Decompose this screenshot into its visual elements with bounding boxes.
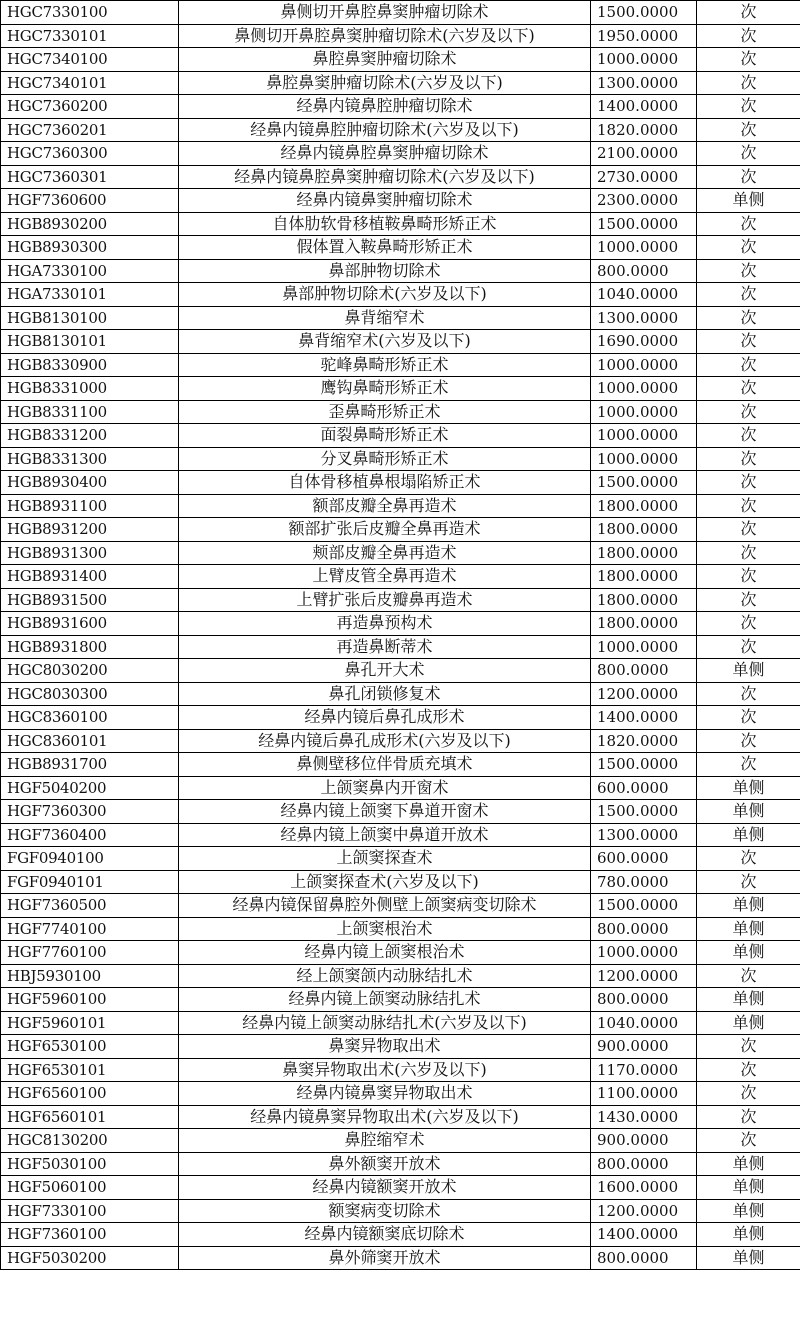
table-row [1,447,800,471]
table-row [1,941,800,965]
item-name-cell: 鼻背缩窄术 [179,306,591,330]
table-row [1,988,800,1012]
item-price-cell: 900.0000 [591,1129,697,1153]
table-row [1,189,800,213]
item-price-cell: 1400.0000 [591,1223,697,1247]
item-code-cell: HGB8331200 [1,424,179,448]
item-price-cell: 1300.0000 [591,306,697,330]
item-name-cell: 经鼻内镜额窦开放术 [179,1176,591,1200]
item-name-cell: 颊部皮瓣全鼻再造术 [179,541,591,565]
item-unit-cell: 单侧 [697,1176,800,1200]
item-unit-cell: 单侧 [697,1011,800,1035]
item-unit-cell: 次 [697,48,800,72]
item-name-cell: 自体骨移植鼻根塌陷矫正术 [179,471,591,495]
item-code-cell: HGB8931200 [1,518,179,542]
table-row [1,847,800,871]
item-price-cell: 1040.0000 [591,1011,697,1035]
item-price-cell: 1500.0000 [591,800,697,824]
item-code-cell: HGB8931500 [1,588,179,612]
item-code-cell: HGB8930300 [1,236,179,260]
item-name-cell: 经鼻内镜鼻腔肿瘤切除术 [179,95,591,119]
table-row [1,1199,800,1223]
item-code-cell: HGB8931400 [1,565,179,589]
item-name-cell: 鼻窦异物取出术(六岁及以下) [179,1058,591,1082]
item-code-cell: HGF7360300 [1,800,179,824]
item-name-cell: 经鼻内镜上颌窦动脉结扎术 [179,988,591,1012]
item-code-cell: HGC7330101 [1,24,179,48]
table-row [1,48,800,72]
item-unit-cell: 次 [697,330,800,354]
item-price-cell: 1950.0000 [591,24,697,48]
table-row [1,588,800,612]
table-row [1,1058,800,1082]
table-row [1,283,800,307]
table-row [1,541,800,565]
item-code-cell: HBJ5930100 [1,964,179,988]
item-price-cell: 1040.0000 [591,283,697,307]
item-code-cell: FGF0940100 [1,847,179,871]
item-code-cell: HGF7360400 [1,823,179,847]
item-price-cell: 1400.0000 [591,95,697,119]
item-code-cell: HGB8931100 [1,494,179,518]
item-price-cell: 1000.0000 [591,941,697,965]
item-name-cell: 上臂皮管全鼻再造术 [179,565,591,589]
item-code-cell: HGB8930400 [1,471,179,495]
item-unit-cell: 次 [697,1082,800,1106]
item-unit-cell: 次 [697,964,800,988]
item-price-cell: 1000.0000 [591,353,697,377]
item-name-cell: 鼻侧切开鼻腔鼻窦肿瘤切除术 [179,1,591,25]
item-price-cell: 1800.0000 [591,612,697,636]
item-price-cell: 1100.0000 [591,1082,697,1106]
item-name-cell: 额部皮瓣全鼻再造术 [179,494,591,518]
item-price-cell: 1000.0000 [591,377,697,401]
item-code-cell: HGC7360201 [1,118,179,142]
item-name-cell: 经鼻内镜鼻窦异物取出术 [179,1082,591,1106]
item-name-cell: 经鼻内镜后鼻孔成形术(六岁及以下) [179,729,591,753]
table-row [1,400,800,424]
item-price-cell: 1000.0000 [591,447,697,471]
item-code-cell: HGB8930200 [1,212,179,236]
item-unit-cell: 次 [697,259,800,283]
item-code-cell: HGC7340100 [1,48,179,72]
item-name-cell: 上颌窦根治术 [179,917,591,941]
item-unit-cell: 单侧 [697,1246,800,1270]
item-code-cell: HGF5960101 [1,1011,179,1035]
item-name-cell: 面裂鼻畸形矫正术 [179,424,591,448]
item-name-cell: 上臂扩张后皮瓣鼻再造术 [179,588,591,612]
item-unit-cell: 次 [697,518,800,542]
table-row [1,1035,800,1059]
table-row [1,729,800,753]
item-name-cell: 鼻孔开大术 [179,659,591,683]
item-name-cell: 驼峰鼻畸形矫正术 [179,353,591,377]
item-unit-cell: 单侧 [697,894,800,918]
item-unit-cell: 次 [697,447,800,471]
table-row [1,118,800,142]
item-name-cell: 经鼻内镜鼻腔鼻窦肿瘤切除术(六岁及以下) [179,165,591,189]
item-name-cell: 鼻背缩窄术(六岁及以下) [179,330,591,354]
item-unit-cell: 单侧 [697,776,800,800]
table-row [1,1223,800,1247]
item-price-cell: 1690.0000 [591,330,697,354]
item-price-cell: 1000.0000 [591,424,697,448]
item-price-cell: 1500.0000 [591,894,697,918]
table-row [1,565,800,589]
item-unit-cell: 次 [697,71,800,95]
item-code-cell: HGB8130101 [1,330,179,354]
item-name-cell: 鼻孔闭锁修复术 [179,682,591,706]
item-price-cell: 2100.0000 [591,142,697,166]
item-code-cell: HGA7330100 [1,259,179,283]
item-code-cell: HGF5060100 [1,1176,179,1200]
item-name-cell: 鹰钩鼻畸形矫正术 [179,377,591,401]
item-code-cell: HGF5040200 [1,776,179,800]
item-code-cell: HGC7360300 [1,142,179,166]
item-name-cell: 经鼻内镜鼻腔肿瘤切除术(六岁及以下) [179,118,591,142]
item-name-cell: 鼻部肿物切除术(六岁及以下) [179,283,591,307]
item-price-cell: 1500.0000 [591,753,697,777]
item-code-cell: HGC8030300 [1,682,179,706]
table-row [1,1176,800,1200]
table-row [1,870,800,894]
item-name-cell: 经鼻内镜上颌窦下鼻道开窗术 [179,800,591,824]
item-price-cell: 800.0000 [591,1152,697,1176]
item-name-cell: 自体肋软骨移植鞍鼻畸形矫正术 [179,212,591,236]
item-unit-cell: 次 [697,353,800,377]
item-price-cell: 1800.0000 [591,588,697,612]
item-code-cell: HGB8330900 [1,353,179,377]
table-row [1,823,800,847]
item-name-cell: 经上颌窦颌内动脉结扎术 [179,964,591,988]
item-unit-cell: 次 [697,753,800,777]
item-name-cell: 经鼻内镜额窦底切除术 [179,1223,591,1247]
item-price-cell: 1800.0000 [591,541,697,565]
table-row [1,71,800,95]
fee-table-body [1,1,800,1270]
table-row [1,1152,800,1176]
item-code-cell: HGC7330100 [1,1,179,25]
item-unit-cell: 单侧 [697,823,800,847]
item-unit-cell: 次 [697,400,800,424]
item-price-cell: 1820.0000 [591,118,697,142]
item-unit-cell: 次 [697,870,800,894]
table-row [1,612,800,636]
table-row [1,917,800,941]
table-row [1,471,800,495]
item-code-cell: HGB8331300 [1,447,179,471]
table-row [1,259,800,283]
item-code-cell: HGA7330101 [1,283,179,307]
item-unit-cell: 单侧 [697,800,800,824]
item-unit-cell: 次 [697,682,800,706]
item-unit-cell: 次 [697,494,800,518]
item-code-cell: HGF6530100 [1,1035,179,1059]
item-unit-cell: 次 [697,729,800,753]
table-row [1,964,800,988]
item-price-cell: 1820.0000 [591,729,697,753]
item-unit-cell: 次 [697,471,800,495]
item-price-cell: 1500.0000 [591,212,697,236]
item-price-cell: 1300.0000 [591,71,697,95]
item-unit-cell: 次 [697,541,800,565]
item-code-cell: HGC8360101 [1,729,179,753]
table-row [1,424,800,448]
item-name-cell: 经鼻内镜上颌窦动脉结扎术(六岁及以下) [179,1011,591,1035]
table-row [1,1082,800,1106]
table-row [1,682,800,706]
item-price-cell: 1430.0000 [591,1105,697,1129]
table-row [1,1246,800,1270]
table-row [1,1105,800,1129]
item-unit-cell: 次 [697,24,800,48]
item-name-cell: 经鼻内镜保留鼻腔外侧壁上颌窦病变切除术 [179,894,591,918]
item-name-cell: 分叉鼻畸形矫正术 [179,447,591,471]
item-unit-cell: 次 [697,306,800,330]
item-unit-cell: 单侧 [697,917,800,941]
item-name-cell: 鼻外额窦开放术 [179,1152,591,1176]
item-code-cell: HGB8931300 [1,541,179,565]
item-code-cell: HGB8331100 [1,400,179,424]
item-code-cell: HGC7360200 [1,95,179,119]
table-row [1,494,800,518]
item-code-cell: HGC8030200 [1,659,179,683]
item-price-cell: 600.0000 [591,847,697,871]
item-unit-cell: 次 [697,377,800,401]
item-code-cell: FGF0940101 [1,870,179,894]
item-unit-cell: 次 [697,1105,800,1129]
item-price-cell: 1500.0000 [591,1,697,25]
item-price-cell: 1400.0000 [591,706,697,730]
item-name-cell: 鼻腔鼻窦肿瘤切除术(六岁及以下) [179,71,591,95]
item-price-cell: 1200.0000 [591,964,697,988]
item-price-cell: 1300.0000 [591,823,697,847]
item-unit-cell: 次 [697,1035,800,1059]
item-code-cell: HGF7360600 [1,189,179,213]
item-unit-cell: 次 [697,1058,800,1082]
table-row [1,236,800,260]
item-price-cell: 1500.0000 [591,471,697,495]
item-code-cell: HGB8931600 [1,612,179,636]
item-price-cell: 1000.0000 [591,48,697,72]
item-price-cell: 1600.0000 [591,1176,697,1200]
table-row [1,165,800,189]
item-unit-cell: 次 [697,1129,800,1153]
item-unit-cell: 次 [697,236,800,260]
table-row [1,518,800,542]
item-price-cell: 1000.0000 [591,400,697,424]
item-unit-cell: 单侧 [697,1199,800,1223]
item-name-cell: 经鼻内镜上颌窦根治术 [179,941,591,965]
table-row [1,800,800,824]
item-name-cell: 鼻外筛窦开放术 [179,1246,591,1270]
item-name-cell: 鼻腔鼻窦肿瘤切除术 [179,48,591,72]
item-name-cell: 上颌窦探查术(六岁及以下) [179,870,591,894]
item-code-cell: HGF5960100 [1,988,179,1012]
item-name-cell: 额部扩张后皮瓣全鼻再造术 [179,518,591,542]
item-unit-cell: 单侧 [697,659,800,683]
item-price-cell: 800.0000 [591,917,697,941]
table-row [1,330,800,354]
item-code-cell: HGF7740100 [1,917,179,941]
item-name-cell: 经鼻内镜上颌窦中鼻道开放术 [179,823,591,847]
item-name-cell: 鼻侧壁移位伴骨质充填术 [179,753,591,777]
item-unit-cell: 次 [697,118,800,142]
table-row [1,377,800,401]
item-unit-cell: 次 [697,612,800,636]
item-unit-cell: 次 [697,283,800,307]
item-code-cell: HGF7360100 [1,1223,179,1247]
item-name-cell: 经鼻内镜鼻窦肿瘤切除术 [179,189,591,213]
item-code-cell: HGB8931800 [1,635,179,659]
item-price-cell: 1200.0000 [591,682,697,706]
item-unit-cell: 次 [697,212,800,236]
table-row [1,1129,800,1153]
item-code-cell: HGF5030100 [1,1152,179,1176]
table-row [1,776,800,800]
table-row [1,212,800,236]
item-code-cell: HGC7340101 [1,71,179,95]
item-price-cell: 800.0000 [591,659,697,683]
item-code-cell: HGB8331000 [1,377,179,401]
table-row [1,95,800,119]
item-name-cell: 鼻窦异物取出术 [179,1035,591,1059]
item-unit-cell: 次 [697,565,800,589]
item-unit-cell: 单侧 [697,941,800,965]
item-unit-cell: 单侧 [697,1223,800,1247]
item-price-cell: 1170.0000 [591,1058,697,1082]
item-name-cell: 歪鼻畸形矫正术 [179,400,591,424]
item-code-cell: HGC8130200 [1,1129,179,1153]
item-code-cell: HGF7330100 [1,1199,179,1223]
item-unit-cell: 次 [697,706,800,730]
table-row [1,753,800,777]
table-row [1,353,800,377]
item-price-cell: 800.0000 [591,1246,697,1270]
table-row [1,142,800,166]
item-name-cell: 再造鼻断蒂术 [179,635,591,659]
item-unit-cell: 次 [697,1,800,25]
item-price-cell: 2730.0000 [591,165,697,189]
item-name-cell: 假体置入鞍鼻畸形矫正术 [179,236,591,260]
item-name-cell: 经鼻内镜后鼻孔成形术 [179,706,591,730]
item-unit-cell: 次 [697,95,800,119]
item-code-cell: HGF5030200 [1,1246,179,1270]
item-unit-cell: 次 [697,165,800,189]
item-code-cell: HGF6530101 [1,1058,179,1082]
item-code-cell: HGC8360100 [1,706,179,730]
item-code-cell: HGF7360500 [1,894,179,918]
item-price-cell: 1800.0000 [591,565,697,589]
item-price-cell: 780.0000 [591,870,697,894]
item-code-cell: HGB8931700 [1,753,179,777]
item-name-cell: 鼻侧切开鼻腔鼻窦肿瘤切除术(六岁及以下) [179,24,591,48]
item-name-cell: 经鼻内镜鼻窦异物取出术(六岁及以下) [179,1105,591,1129]
item-name-cell: 经鼻内镜鼻腔鼻窦肿瘤切除术 [179,142,591,166]
item-code-cell: HGF7760100 [1,941,179,965]
item-name-cell: 鼻部肿物切除术 [179,259,591,283]
item-name-cell: 上颌窦探查术 [179,847,591,871]
item-unit-cell: 次 [697,588,800,612]
item-code-cell: HGF6560100 [1,1082,179,1106]
item-unit-cell: 单侧 [697,1152,800,1176]
table-row [1,1,800,25]
item-code-cell: HGC7360301 [1,165,179,189]
item-price-cell: 1800.0000 [591,518,697,542]
item-code-cell: HGB8130100 [1,306,179,330]
item-unit-cell: 次 [697,142,800,166]
item-price-cell: 1000.0000 [591,236,697,260]
item-unit-cell: 次 [697,635,800,659]
item-name-cell: 再造鼻预构术 [179,612,591,636]
item-unit-cell: 单侧 [697,988,800,1012]
item-name-cell: 额窦病变切除术 [179,1199,591,1223]
table-row [1,24,800,48]
item-price-cell: 2300.0000 [591,189,697,213]
item-name-cell: 上颌窦鼻内开窗术 [179,776,591,800]
item-price-cell: 1000.0000 [591,635,697,659]
item-name-cell: 鼻腔缩窄术 [179,1129,591,1153]
item-price-cell: 900.0000 [591,1035,697,1059]
item-unit-cell: 次 [697,424,800,448]
item-code-cell: HGF6560101 [1,1105,179,1129]
item-unit-cell: 单侧 [697,189,800,213]
table-row [1,635,800,659]
table-row [1,706,800,730]
item-price-cell: 600.0000 [591,776,697,800]
table-row [1,659,800,683]
table-row [1,894,800,918]
item-price-cell: 800.0000 [591,259,697,283]
item-price-cell: 800.0000 [591,988,697,1012]
table-row [1,1011,800,1035]
item-price-cell: 1800.0000 [591,494,697,518]
table-row [1,306,800,330]
item-price-cell: 1200.0000 [591,1199,697,1223]
item-unit-cell: 次 [697,847,800,871]
